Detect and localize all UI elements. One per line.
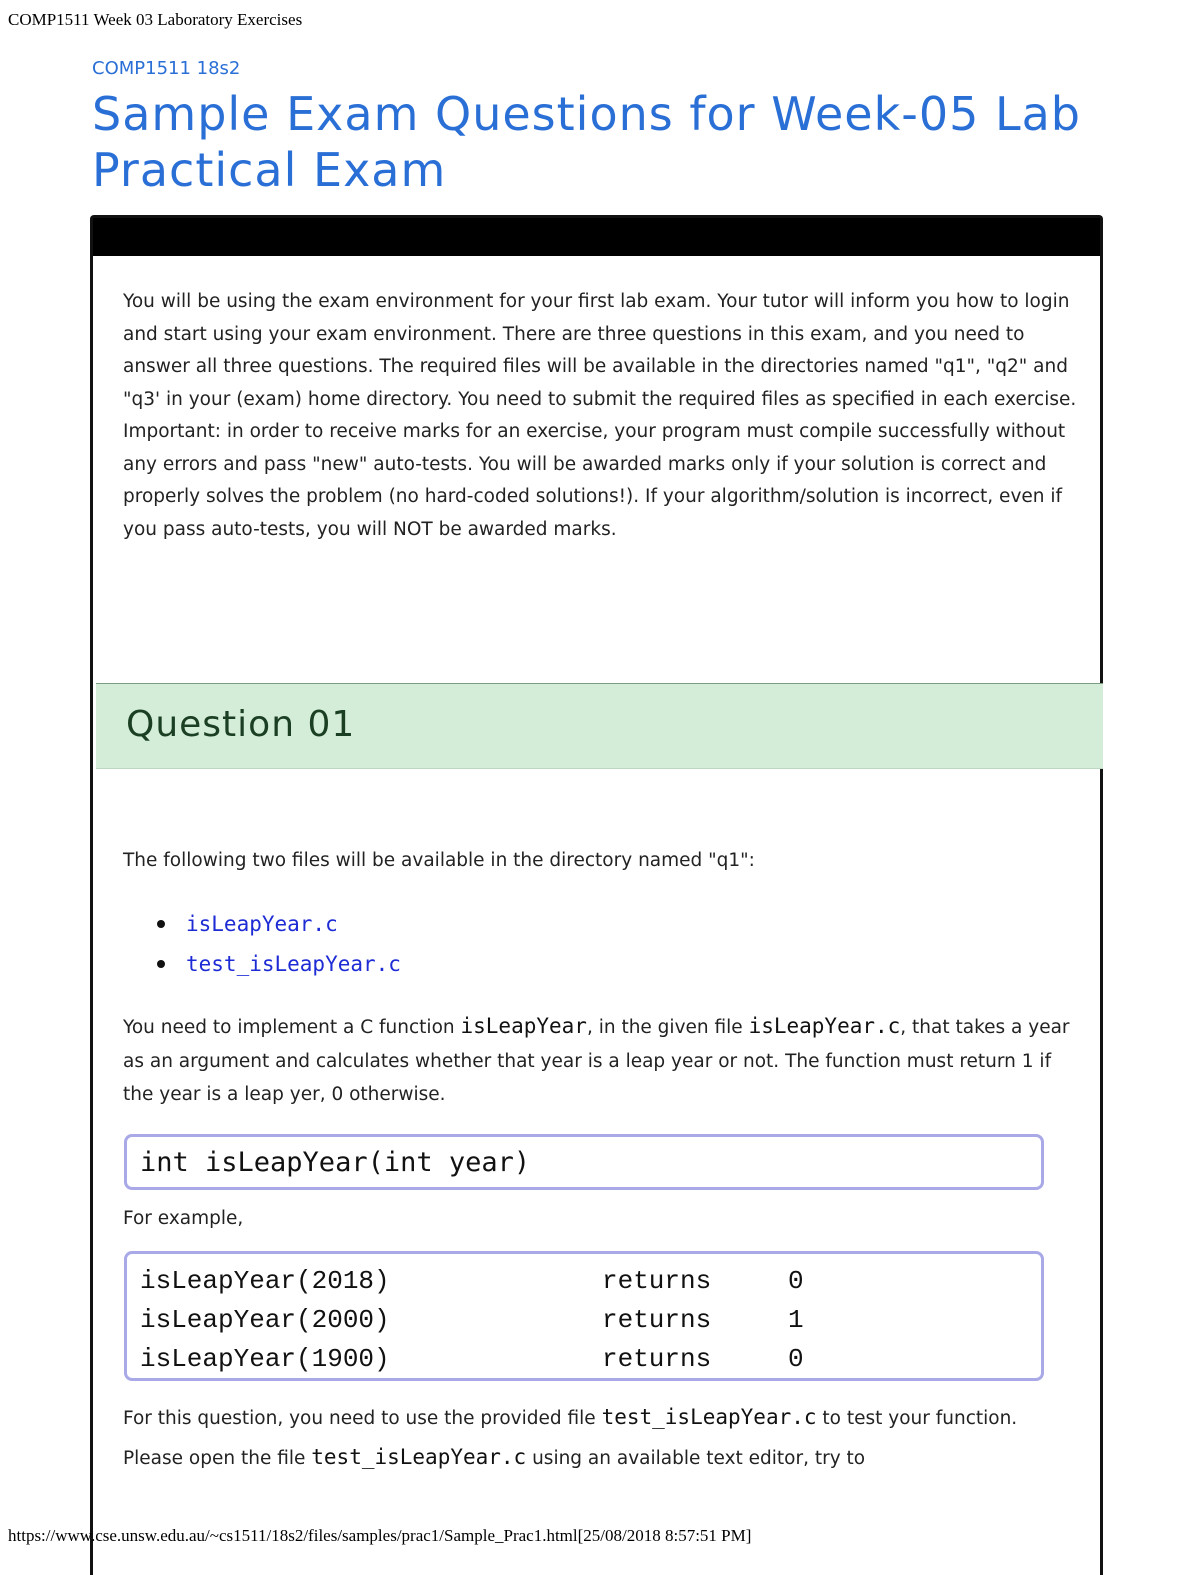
intro-text	[123, 286, 1078, 546]
print-footer-url: https://www.cse.unsw.edu.au/~cs1511/18s2/files/samples/prac1/Sample_Prac1.html[25/08/2018 8:57:51 PM]	[8, 1526, 752, 1545]
files-intro: The following two files will be available in the directory named "q1":	[123, 850, 755, 871]
list-item	[157, 904, 401, 944]
intro-paragraph-2: Important: in order to receive marks for an exercise, your program must compile successfully without any errors and pass "new" auto-tests. You will be awarded marks only if your solution is correct and properly solves the problem (no hard-coded solutions!). If your algorithm/solution is incorrect, even if you pass auto-tests, you will NOT be awarded marks.	[123, 421, 1066, 540]
question-description	[123, 1010, 1078, 1112]
file-list	[157, 904, 401, 984]
example-result: 0	[788, 1343, 804, 1374]
for-example-label: For example,	[123, 1208, 244, 1229]
content-panel	[90, 215, 1103, 1575]
after-text: For this question, you need to use the provided file	[123, 1408, 602, 1429]
question-header	[96, 683, 1103, 769]
bullet-icon	[157, 960, 165, 968]
example-result: 1	[788, 1304, 804, 1335]
file-link-isleapyear[interactable]: isLeapYear.c	[186, 912, 338, 936]
desc-text: You need to implement a C function	[123, 1017, 461, 1038]
course-label: COMP1511 18s2	[92, 58, 241, 79]
example-returns: returns	[602, 1304, 712, 1335]
bullet-icon	[157, 920, 165, 928]
example-call: isLeapYear(2018)	[140, 1265, 390, 1296]
list-item	[157, 944, 401, 984]
question-title: Question 01	[126, 704, 356, 745]
page-title: Sample Exam Questions for Week-05 Lab Practical Exam	[92, 87, 1082, 197]
function-name-code: isLeapYear	[460, 1014, 587, 1038]
desc-text: , that takes a year as an argument and calculates whether that year is a leap year or not. The function must return 1 if the year is a leap yer, 0 otherwise.	[123, 1017, 1070, 1105]
intro-paragraph-1: You will be using the exam environment for your first lab exam. Your tutor will inform you how to login and start using your exam environment. There are three questions in this exam, and you need to answer all three questions. The required files will be available in the directories named "q1", "q2" and "q3' in your (exam) home directory. You need to submit the required files as specified in each exercise.	[123, 291, 1077, 410]
panel-header-bar	[93, 218, 1100, 256]
example-result: 0	[788, 1265, 804, 1296]
example-row	[140, 1261, 1041, 1300]
example-row	[140, 1300, 1041, 1339]
test-instructions	[123, 1398, 1078, 1478]
print-header: COMP1511 Week 03 Laboratory Exercises	[8, 10, 303, 29]
example-call: isLeapYear(1900)	[140, 1343, 390, 1374]
test-file-code: test_isLeapYear.c	[311, 1445, 527, 1469]
function-signature-box: int isLeapYear(int year)	[124, 1134, 1044, 1190]
example-code-box	[124, 1251, 1044, 1381]
example-returns: returns	[602, 1265, 712, 1296]
example-returns: returns	[602, 1343, 712, 1374]
file-name-code: isLeapYear.c	[748, 1014, 901, 1038]
test-file-code: test_isLeapYear.c	[601, 1405, 817, 1429]
after-text: to test your function. Please open the file	[123, 1408, 1018, 1469]
example-call: isLeapYear(2000)	[140, 1304, 390, 1335]
after-text: using an available text editor, try to	[526, 1448, 866, 1469]
example-row	[140, 1339, 1041, 1378]
file-link-test-isleapyear[interactable]: test_isLeapYear.c	[186, 952, 401, 976]
desc-text: , in the given file	[586, 1017, 749, 1038]
